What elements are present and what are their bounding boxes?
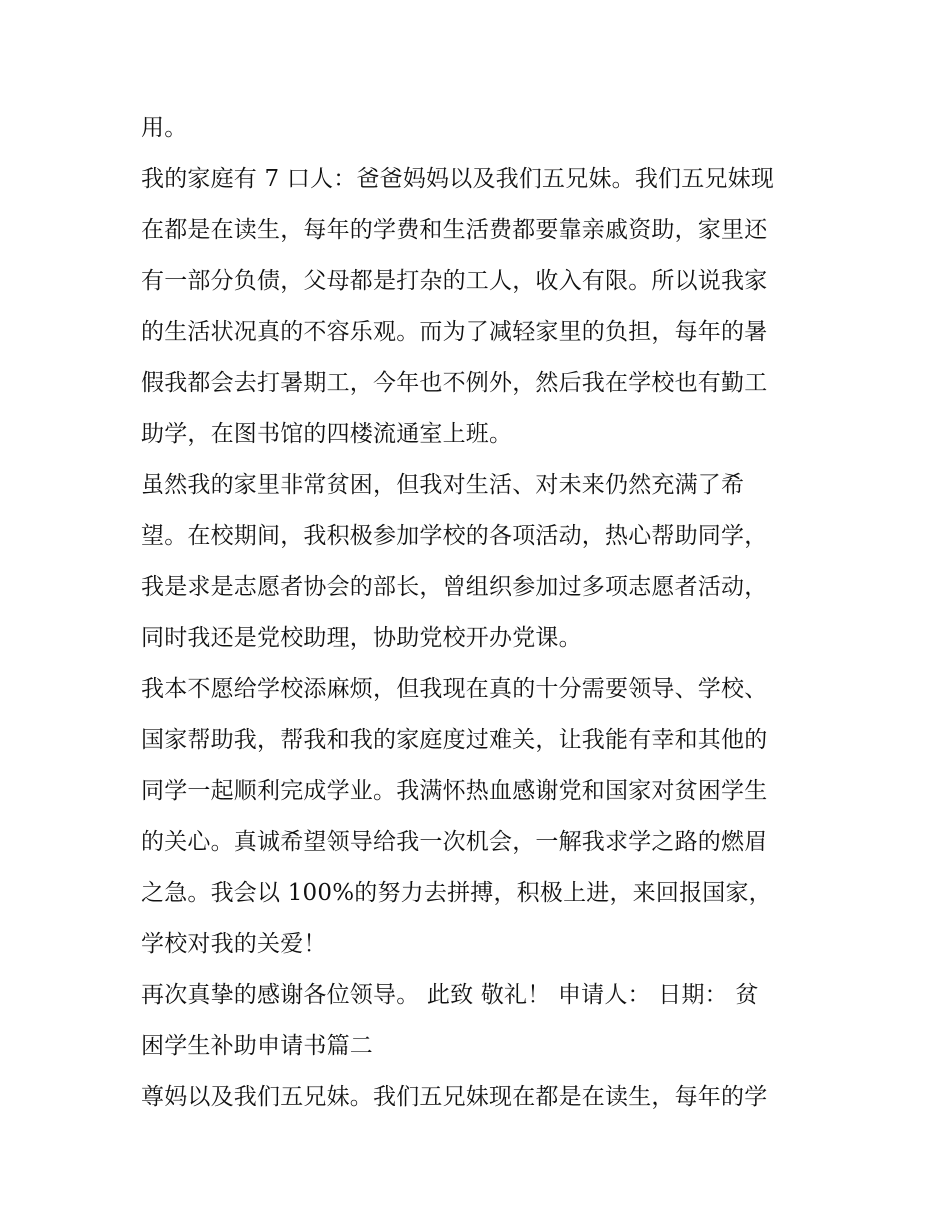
text-line: 国家帮助我，帮我和我的家庭度过难关，让我能有幸和其他的	[141, 727, 768, 753]
text-line: 我的家庭有 7 口人：爸爸妈妈以及我们五兄妹。我们五兄妹现	[141, 166, 775, 192]
text-line: 我是求是志愿者协会的部长，曾组织参加过多项志愿者活动，	[141, 574, 768, 600]
text-line: 有一部分负债，父母都是打杂的工人，收入有限。所以说我家	[141, 268, 768, 294]
text-line: 虽然我的家里非常贫困，但我对生活、对未来仍然充满了希	[141, 472, 745, 498]
text-line: 困学生补助申请书篇二	[141, 1033, 373, 1059]
text-line: 用。	[141, 115, 188, 141]
text-line: 我本不愿给学校添麻烦，但我现在真的十分需要领导、学校、	[141, 676, 768, 702]
text-line: 尊妈以及我们五兄妹。我们五兄妹现在都是在读生，每年的学	[141, 1084, 768, 1110]
text-line: 的关心。真诚希望领导给我一次机会，一解我求学之路的燃眉	[141, 829, 768, 855]
text-line: 学校对我的关爱！	[141, 931, 327, 957]
text-line: 之急。我会以 100%的努力去拼搏，积极上进，来回报国家，	[141, 880, 772, 906]
text-line: 望。在校期间，我积极参加学校的各项活动，热心帮助同学，	[141, 523, 768, 549]
text-line: 再次真挚的感谢各位领导。 此致 敬礼！ 申请人： 日期： 贫	[141, 982, 759, 1008]
text-line: 在都是在读生，每年的学费和生活费都要靠亲戚资助，家里还	[141, 217, 768, 243]
text-line: 假我都会去打暑期工，今年也不例外，然后我在学校也有勤工	[141, 370, 768, 396]
text-line: 同时我还是党校助理，协助党校开办党课。	[141, 625, 582, 651]
text-line: 同学一起顺利完成学业。我满怀热血感谢党和国家对贫困学生	[141, 778, 768, 804]
text-line: 助学，在图书馆的四楼流通室上班。	[141, 421, 513, 447]
text-line: 的生活状况真的不容乐观。而为了减轻家里的负担，每年的暑	[141, 319, 768, 345]
